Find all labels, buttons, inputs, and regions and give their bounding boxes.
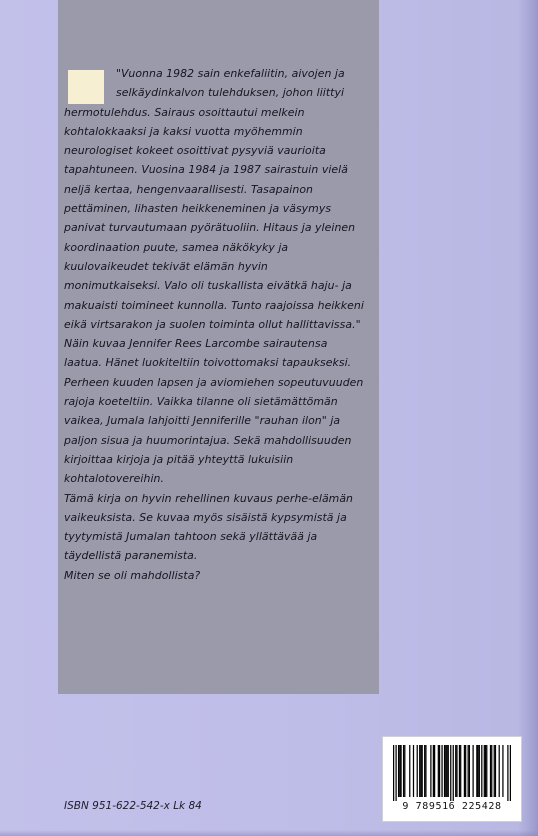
barcode-bar	[464, 745, 465, 797]
blurb-line: vaikeuksista. Se kuvaa myös sisäistä kypsymistä ja	[64, 510, 347, 524]
barcode-bar	[486, 745, 487, 797]
blurb-line: kohtalokkaaksi ja kaksi vuotta myöhemmin	[64, 124, 303, 138]
barcode-bar	[425, 745, 426, 797]
blurb-line: laatua. Hänet luokiteltiin toivottomaksi tapaukseksi.	[64, 356, 352, 370]
barcode-bar	[456, 745, 457, 797]
blurb-line: Perheen kuuden lapsen ja aviomiehen sopeutuvuuden	[64, 375, 364, 389]
blurb-line: neljä kertaa, hengenvaarallisesti. Tasapainon	[64, 182, 313, 196]
barcode-bar	[419, 745, 420, 797]
barcode-bar	[398, 745, 399, 797]
barcode	[382, 736, 522, 822]
barcode-bar	[455, 745, 456, 797]
blurb-line: "Vuonna 1982 sain enkefaliitin, aivojen ja	[116, 67, 345, 80]
barcode-bar	[413, 745, 414, 797]
blurb-line: vaikea, Jumala lahjoitti Jenniferille "rauhan ilon" ja	[64, 414, 341, 428]
blurb-line: koordinaation puute, samea näkökyky ja	[64, 240, 289, 254]
barcode-bar	[400, 745, 401, 797]
barcode-bar	[424, 745, 425, 797]
barcode-bar	[438, 745, 439, 797]
barcode-bar	[499, 745, 500, 797]
blurb-line: kohtalotovereihin.	[64, 472, 164, 486]
barcode-bar	[441, 745, 442, 797]
blurb-line: rajoja koeteltiin. Vaikka tilanne oli sietämättömän	[64, 395, 338, 409]
blurb-line: Tämä kirja on hyvin rehellinen kuvaus perhe-elämän	[64, 491, 354, 505]
barcode-bar	[468, 745, 469, 797]
barcode-bar	[399, 745, 400, 797]
barcode-bar	[434, 745, 435, 797]
blurb-line: kirjoittaa kirjoja ja pitää yhteyttä lukuisiin	[64, 452, 294, 466]
blurb-line: tapahtuneen. Vuosina 1984 ja 1987 sairastuin vielä	[64, 163, 348, 177]
barcode-bar	[395, 745, 396, 801]
barcode-bar	[510, 745, 511, 801]
barcode-bar	[494, 745, 495, 797]
barcode-bar	[485, 745, 486, 797]
barcode-bar	[495, 745, 496, 797]
barcode-bar	[446, 745, 447, 797]
barcode-bar	[484, 745, 485, 797]
blurb-line: paljon sisua ja huumorintajua. Sekä mahdollisuuden	[64, 433, 352, 447]
barcode-bar	[459, 745, 460, 797]
barcode-bar	[404, 745, 405, 797]
barcode-bar	[472, 745, 473, 797]
blurb-line: Miten se oli mahdollista?	[64, 568, 201, 582]
blurb-line: selkäydinkalvon tulehduksen, johon liittyi	[116, 86, 345, 100]
barcode-bar	[439, 745, 440, 797]
barcode-bar	[422, 745, 423, 797]
blurb-line: panivat turvautumaan pyörätuoliin. Hitaus ja yleinen	[64, 221, 356, 235]
barcode-bar	[453, 745, 454, 801]
barcode-bar	[502, 745, 503, 797]
barcode-bar	[393, 745, 394, 801]
barcode-bar	[417, 745, 418, 797]
barcode-bar	[460, 745, 461, 797]
blurb-line: Näin kuvaa Jennifer Rees Larcombe sairautensa	[64, 337, 328, 351]
barcode-bar	[477, 745, 478, 797]
cover-bottom-edge	[0, 830, 538, 836]
blurb-line: pettäminen, lihasten heikkeneminen ja väsymys	[64, 202, 332, 216]
barcode-bar	[445, 745, 446, 797]
cover-spine-edge	[518, 0, 538, 836]
barcode-bar	[491, 745, 492, 797]
barcode-bar	[409, 745, 410, 797]
barcode-bar	[507, 745, 508, 801]
barcode-bar	[479, 745, 480, 797]
blurb-text	[64, 64, 374, 585]
barcode-bar	[448, 745, 449, 797]
barcode-bar	[481, 745, 482, 797]
barcode-bar	[430, 745, 431, 797]
barcode-digits: 9 789516 225428	[402, 801, 502, 812]
barcode-bar	[450, 745, 451, 801]
barcode-bar	[403, 745, 404, 797]
blurb-line: monimutkaiseksi. Valo oli tuskallista eivätkä haju- ja	[64, 279, 352, 293]
isbn-text: ISBN 951-622-542-x Lk 84	[64, 800, 202, 812]
blurb-line: makuaisti toimineet kunnolla. Tunto raajoissa heikkeni	[64, 298, 364, 312]
blurb-line: kuulovaikeudet tekivät elämän hyvin	[64, 259, 268, 273]
barcode-bar	[465, 745, 466, 797]
blurb-line: eikä virtsarakon ja suolen toiminta ollut hallittavissa."	[64, 317, 361, 331]
barcode-bars	[393, 745, 511, 801]
blurb-line: neurologiset kokeet osoittivat pysyviä vaurioita	[64, 144, 326, 158]
barcode-bar	[444, 745, 445, 797]
barcode-bar	[433, 745, 434, 797]
barcode-bar	[469, 745, 470, 797]
barcode-bar	[490, 745, 491, 797]
barcode-bar	[420, 745, 421, 797]
blurb-line: tyytymistä Jumalan tahtoon sekä yllättävää ja	[64, 530, 318, 544]
blurb-line: täydellistä paranemista.	[64, 549, 198, 563]
blurb-line: hermotulehdus. Sairaus osoittautui melkein	[64, 105, 305, 119]
barcode-bar	[476, 745, 477, 797]
